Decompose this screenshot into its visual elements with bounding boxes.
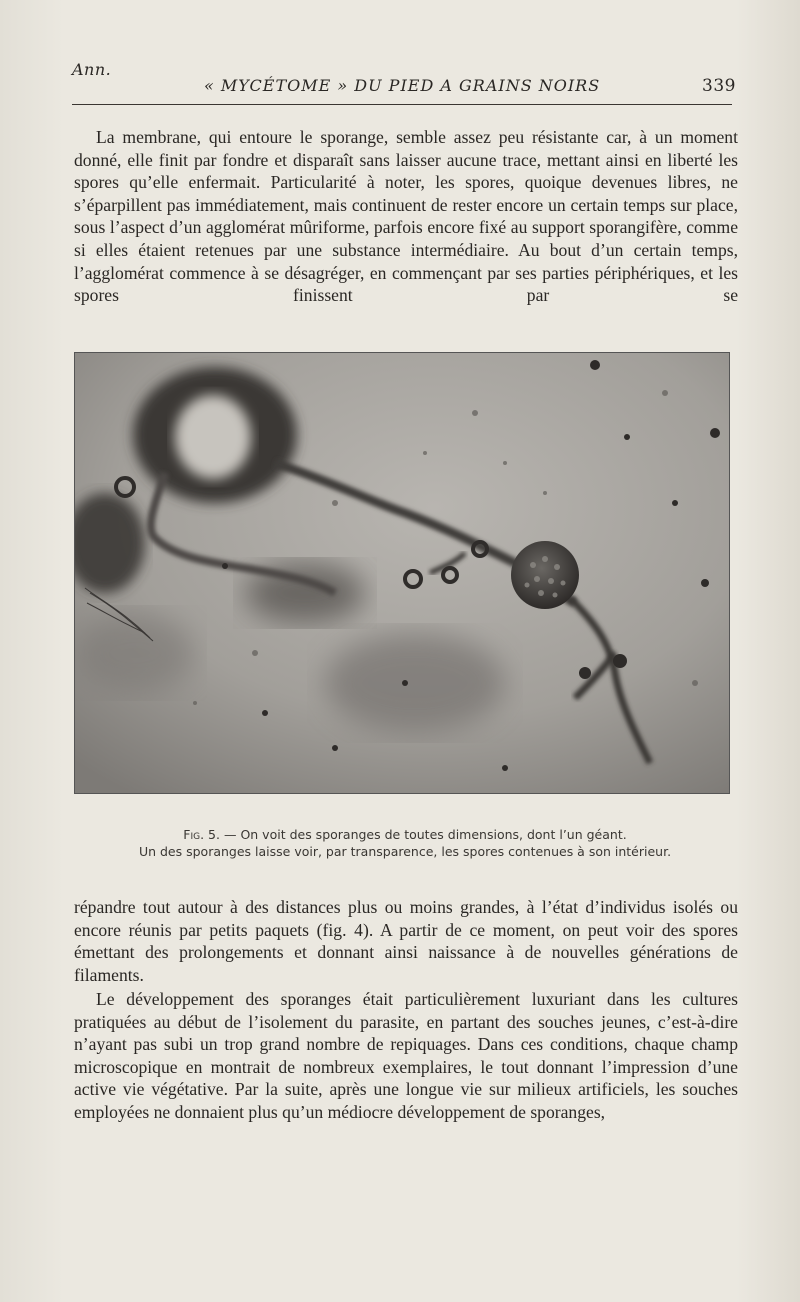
micrograph-figure [74, 352, 730, 794]
paragraph-1: La membrane, qui entoure le sporange, semble assez peu résistante car, à un moment donné, elle finit par fondre et disparaît sans laisser aucune trace, mettant ainsi en liberté les spores qu’elle enfermait. Particularité à noter, les spores, quoique devenues libres, ne s’éparpillent pas immédiatement, mais continuent de rester encore un certain temps sur place, sous l’aspect d’un agglomérat mûriforme, parfois encore fixé au support sporangifère, comme si elles étaient retenues par une substance intermédiaire. Au bout d’un certain temps, l’agglomérat commence à se désagréger, en commençant par ses parties périphériques, et les spores finissent par se [74, 127, 738, 306]
page-number: 339 [702, 76, 736, 96]
figure-caption-line-1: — On voit des sporanges de toutes dimensions, dont l’un géant. [220, 827, 627, 842]
running-title: « MYCÉTOME » DU PIED A GRAINS NOIRS [204, 76, 601, 95]
figure-caption-line-2: Un des sporanges laisse voir, par transparence, les spores contenues à son intérieur. [138, 844, 672, 859]
figure-caption [74, 826, 736, 860]
header-journal-abbrev: Ann. [72, 60, 112, 79]
paragraph-2: répandre tout autour à des distances plus ou moins grandes, à l’état d’individus isolés ou encore réunis par petits paquets (fig. 4). A partir de ce moment, on peut voir des spores émettant des prolongements et donnant ainsi naissance à de nouvelles générations de filaments. [74, 897, 738, 985]
paragraph-3: Le développement des sporanges était particulièrement luxuriant dans les cultures pratiquées au début de l’isolement du parasite, en partant des souches jeunes, c’est-à-dire n’ayant pas subi un trop grand nombre de repiquages. Dans ces conditions, chaque champ microscopique en montrait de nombreux exemplaires, le tout donnant l’impression d’une active vie végétative. Par la suite, après une longue vie sur milieux artificiels, les souches employées ne donnaient plus qu’un médiocre développement de sporanges, [74, 989, 738, 1122]
micrograph-image [75, 353, 729, 793]
figure-label: Fig. 5. [183, 827, 220, 842]
header-rule [72, 104, 732, 105]
